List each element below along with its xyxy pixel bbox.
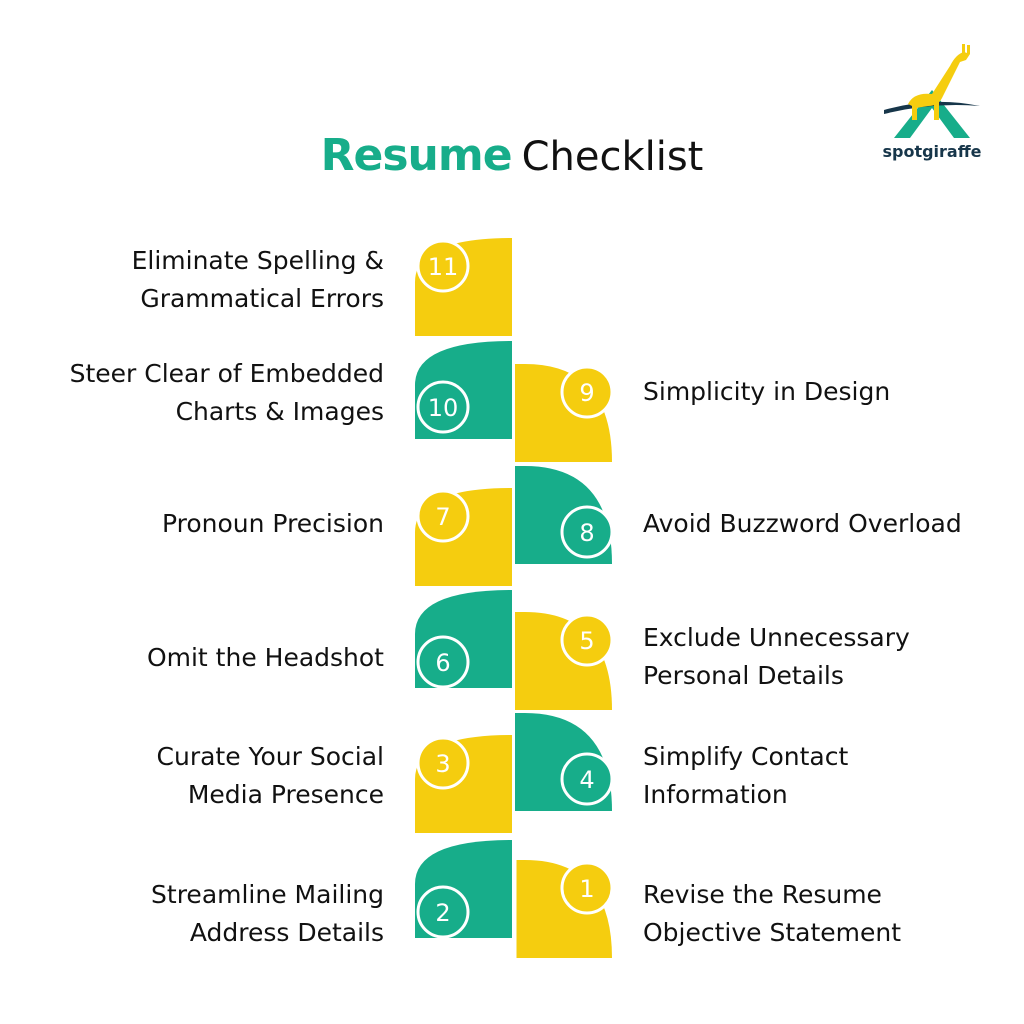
step-label-2: Streamline Mailing Address Details xyxy=(151,880,384,947)
title-accent: Resume xyxy=(320,130,512,181)
step-number-9: 9 xyxy=(579,379,595,407)
step-number-10: 10 xyxy=(427,394,459,422)
brand-name: spotgiraffe xyxy=(882,142,982,161)
step-label-4: Simplify Contact Information xyxy=(643,742,849,809)
puzzle-piece-5 xyxy=(515,612,612,710)
puzzle-piece-9 xyxy=(515,364,612,462)
puzzle-piece-7 xyxy=(415,488,512,586)
step-label-1: Revise the Resume Objective Statement xyxy=(643,880,902,947)
step-label-6: Omit the Headshot xyxy=(146,643,384,672)
title-rest: Checklist xyxy=(521,134,704,180)
step-number-6: 6 xyxy=(435,649,451,677)
step-number-5: 5 xyxy=(579,627,595,655)
step-number-1: 1 xyxy=(579,875,595,903)
step-number-4: 4 xyxy=(579,766,595,794)
puzzle-piece-4 xyxy=(515,713,612,811)
step-number-11: 11 xyxy=(427,253,459,281)
puzzle-piece-10 xyxy=(415,341,512,439)
step-label-7: Pronoun Precision xyxy=(162,509,384,538)
step-label-10: Steer Clear of Embedded Charts & Images xyxy=(69,359,384,426)
puzzle-piece-11 xyxy=(415,238,512,336)
puzzle-piece-1 xyxy=(515,860,612,958)
step-label-5: Exclude Unnecessary Personal Details xyxy=(643,623,910,690)
puzzle-piece-6 xyxy=(415,590,512,688)
puzzle-piece-8 xyxy=(515,466,612,564)
puzzle-piece-3 xyxy=(415,735,512,833)
step-number-2: 2 xyxy=(435,899,451,927)
step-number-8: 8 xyxy=(579,519,595,547)
step-label-11: Eliminate Spelling & Grammatical Errors xyxy=(131,246,384,313)
step-number-7: 7 xyxy=(435,503,451,531)
step-label-8: Avoid Buzzword Overload xyxy=(643,509,962,538)
step-label-9: Simplicity in Design xyxy=(643,377,891,406)
step-label-3: Curate Your Social Media Presence xyxy=(156,742,384,809)
puzzle-piece-2 xyxy=(415,840,512,938)
step-number-3: 3 xyxy=(435,750,451,778)
